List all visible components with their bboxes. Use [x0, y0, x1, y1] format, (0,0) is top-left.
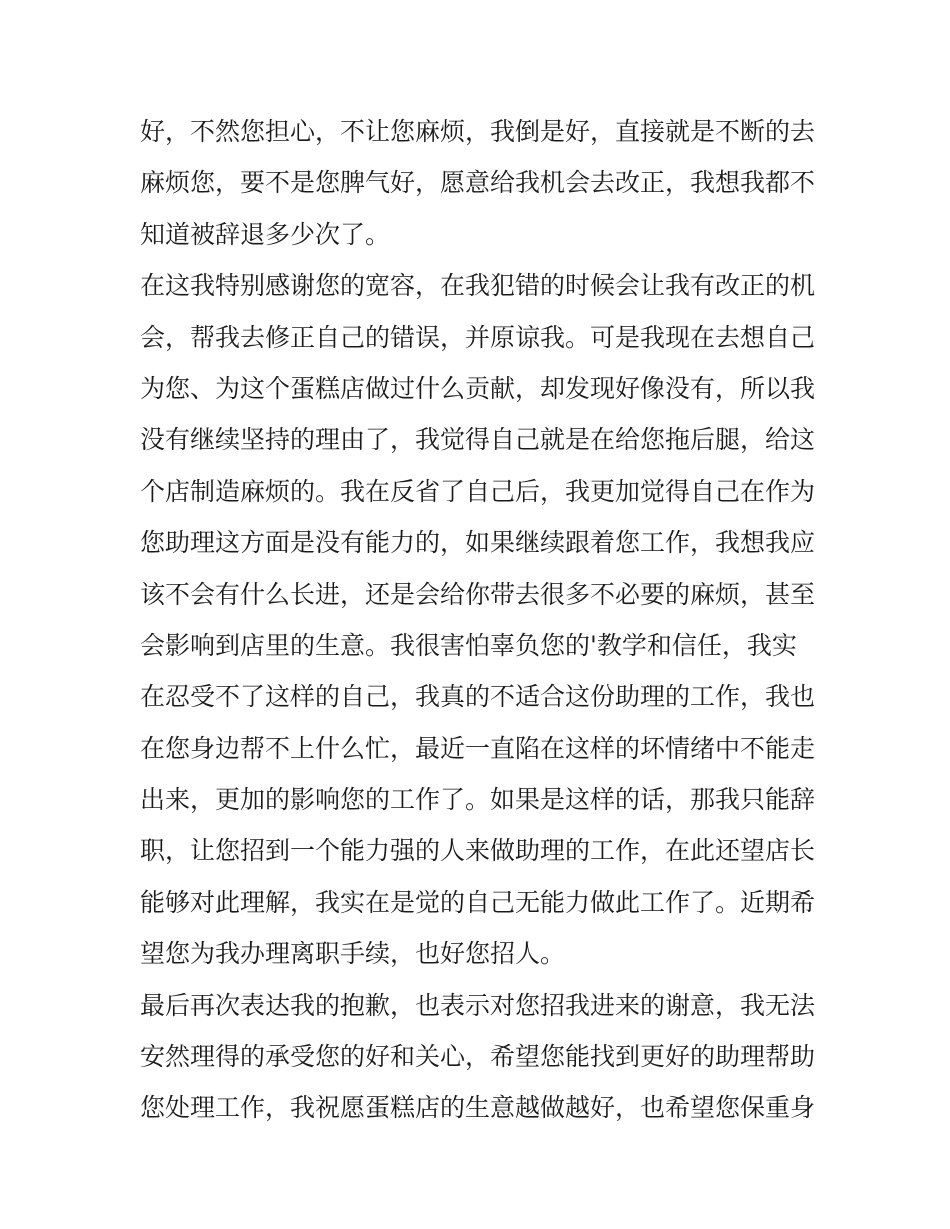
- text-line: 能够对此理解，我实在是觉的自己无能力做此工作了。近期希: [140, 887, 816, 917]
- text-line: 在忍受不了这样的自己，我真的不适合这份助理的工作，我也: [140, 682, 816, 712]
- text-line: 该不会有什么长进，还是会给你带去很多不必要的麻烦，甚至: [140, 579, 816, 609]
- text-line: 麻烦您，要不是您脾气好，愿意给我机会去改正，我想我都不: [140, 168, 816, 198]
- text-line: 知道被辞退多少次了。: [140, 219, 391, 249]
- text-line: 在这我特别感谢您的宽容，在我犯错的时候会让我有改正的机: [140, 271, 816, 301]
- text-line: 在您身边帮不上什么忙，最近一直陷在这样的坏情绪中不能走: [140, 733, 816, 763]
- text-line: 好，不然您担心，不让您麻烦，我倒是好，直接就是不断的去: [140, 117, 816, 146]
- text-line: 为您、为这个蛋糕店做过什么贡献，却发现好像没有，所以我: [140, 373, 816, 403]
- text-line: 您助理这方面是没有能力的，如果继续跟着您工作，我想我应: [140, 528, 816, 558]
- text-line: 最后再次表达我的抱歉，也表示对您招我进来的谢意，我无法: [140, 990, 816, 1020]
- text-line: 职，让您招到一个能力强的人来做助理的工作，在此还望店长: [140, 836, 816, 866]
- text-line: 会，帮我去修正自己的错误，并原谅我。可是我现在去想自己: [140, 322, 816, 352]
- text-line: 安然理得的承受您的好和关心，希望您能找到更好的助理帮助: [140, 1042, 816, 1072]
- text-line: 出来，更加的影响您的工作了。如果是这样的话，那我只能辞: [140, 785, 816, 815]
- text-line: 没有继续坚持的理由了，我觉得自己就是在给您拖后腿，给这: [140, 425, 816, 455]
- text-line: 您处理工作，我祝愿蛋糕店的生意越做越好，也希望您保重身: [140, 1093, 816, 1123]
- text-line: 会影响到店里的生意。我很害怕辜负您的'教学和信任，我实: [140, 630, 797, 660]
- document-body: [140, 106, 820, 1134]
- text-line: 个店制造麻烦的。我在反省了自己后，我更加觉得自己在作为: [140, 476, 816, 506]
- text-line: 望您为我办理离职手续，也好您招人。: [140, 939, 566, 969]
